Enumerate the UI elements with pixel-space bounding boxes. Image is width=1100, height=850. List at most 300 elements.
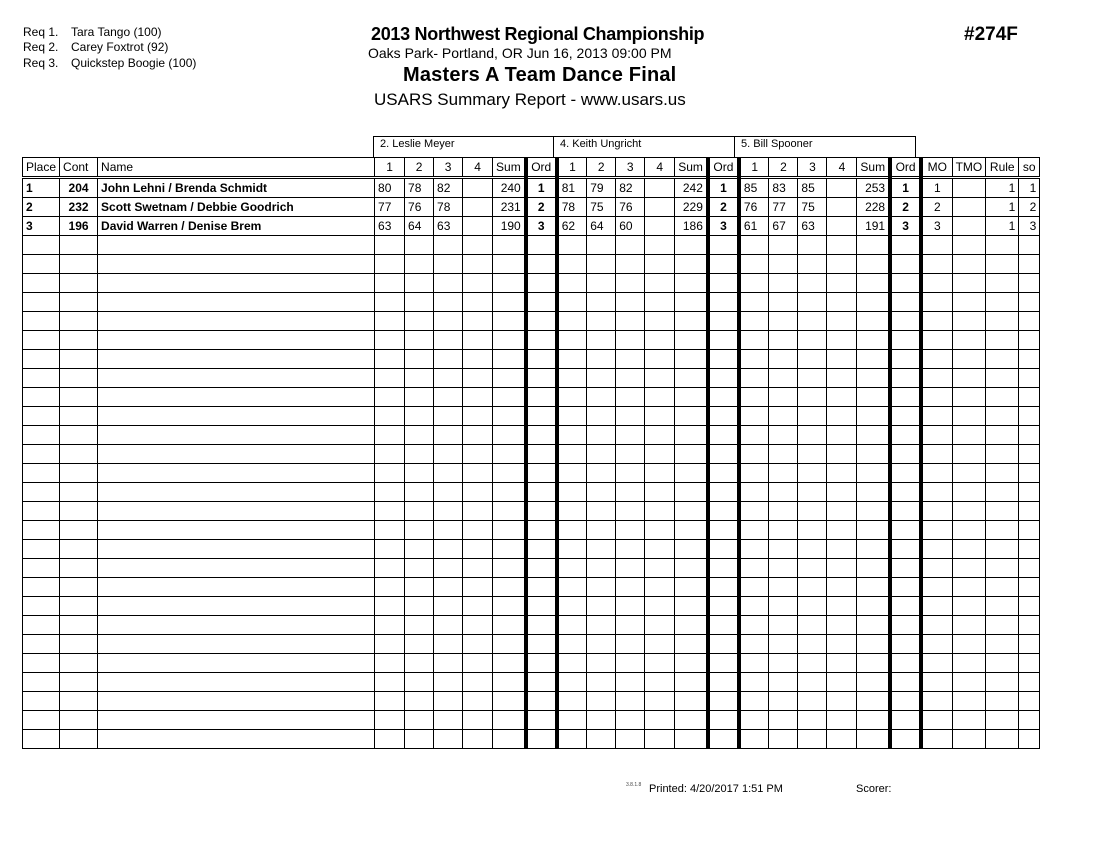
empty-table-row: [23, 445, 1040, 464]
empty-cell: [23, 331, 60, 350]
empty-cell: [405, 312, 434, 331]
empty-cell: [739, 578, 769, 597]
judge3-score-2-cell: 77: [769, 198, 798, 217]
empty-cell: [493, 711, 526, 730]
empty-cell: [23, 369, 60, 388]
empty-cell: [921, 654, 952, 673]
empty-cell: [675, 312, 708, 331]
judge2-score-4-cell: [645, 217, 675, 236]
empty-cell: [375, 521, 405, 540]
empty-table-row: [23, 502, 1040, 521]
empty-cell: [23, 673, 60, 692]
empty-cell: [921, 331, 952, 350]
empty-cell: [23, 692, 60, 711]
empty-cell: [493, 293, 526, 312]
empty-cell: [493, 255, 526, 274]
empty-cell: [60, 350, 98, 369]
empty-cell: [587, 350, 616, 369]
empty-cell: [769, 464, 798, 483]
empty-cell: [60, 730, 98, 749]
empty-cell: [557, 407, 587, 426]
empty-cell: [827, 483, 857, 502]
empty-cell: [434, 445, 463, 464]
empty-cell: [616, 540, 645, 559]
requirement-1: [23, 25, 162, 39]
empty-cell: [739, 692, 769, 711]
empty-cell: [493, 540, 526, 559]
empty-cell: [60, 540, 98, 559]
empty-cell: [60, 673, 98, 692]
empty-cell: [708, 711, 739, 730]
empty-cell: [769, 331, 798, 350]
empty-cell: [526, 673, 557, 692]
empty-cell: [798, 388, 827, 407]
empty-cell: [708, 445, 739, 464]
empty-cell: [493, 445, 526, 464]
empty-cell: [798, 540, 827, 559]
empty-cell: [587, 293, 616, 312]
empty-cell: [587, 388, 616, 407]
judge2-ord-cell: 3: [708, 217, 739, 236]
empty-cell: [1019, 711, 1040, 730]
empty-cell: [890, 559, 921, 578]
empty-cell: [98, 445, 375, 464]
empty-cell: [23, 255, 60, 274]
empty-cell: [493, 236, 526, 255]
header-j3-1: 1: [739, 158, 769, 178]
empty-table-row: [23, 274, 1040, 293]
empty-cell: [493, 331, 526, 350]
empty-cell: [798, 331, 827, 350]
header-j3-ord: Ord: [890, 158, 921, 178]
judge2-sum-cell: 242: [675, 178, 708, 198]
empty-cell: [60, 407, 98, 426]
empty-cell: [708, 673, 739, 692]
empty-cell: [1019, 540, 1040, 559]
empty-cell: [587, 369, 616, 388]
empty-cell: [827, 578, 857, 597]
empty-cell: [463, 407, 493, 426]
empty-cell: [557, 236, 587, 255]
judge2-score-4-cell: [645, 178, 675, 198]
empty-cell: [434, 502, 463, 521]
empty-cell: [827, 426, 857, 445]
empty-cell: [405, 502, 434, 521]
rule-cell: 1: [986, 178, 1019, 198]
empty-cell: [616, 464, 645, 483]
empty-cell: [952, 426, 986, 445]
judge-header-1: 2. Leslie Meyer: [373, 136, 554, 157]
empty-cell: [857, 597, 890, 616]
empty-cell: [952, 369, 986, 388]
empty-cell: [675, 483, 708, 502]
empty-cell: [890, 483, 921, 502]
empty-cell: [405, 692, 434, 711]
empty-cell: [890, 540, 921, 559]
empty-cell: [616, 236, 645, 255]
empty-cell: [98, 502, 375, 521]
empty-cell: [23, 559, 60, 578]
empty-cell: [616, 559, 645, 578]
empty-cell: [405, 388, 434, 407]
empty-cell: [675, 673, 708, 692]
empty-cell: [493, 388, 526, 407]
judge1-sum-cell: 231: [493, 198, 526, 217]
empty-cell: [557, 711, 587, 730]
empty-cell: [587, 464, 616, 483]
empty-cell: [98, 730, 375, 749]
empty-cell: [434, 654, 463, 673]
judge1-ord-cell: 2: [526, 198, 557, 217]
empty-cell: [1019, 293, 1040, 312]
empty-table-row: [23, 711, 1040, 730]
empty-cell: [675, 236, 708, 255]
requirement-label: Quickstep Boogie (100): [71, 56, 197, 70]
judge2-score-1-cell: 62: [557, 217, 587, 236]
empty-cell: [857, 483, 890, 502]
judge2-score-2-cell: 64: [587, 217, 616, 236]
empty-cell: [616, 654, 645, 673]
empty-cell: [708, 502, 739, 521]
judge3-score-4-cell: [827, 198, 857, 217]
empty-cell: [986, 692, 1019, 711]
empty-cell: [675, 730, 708, 749]
empty-cell: [890, 350, 921, 369]
empty-table-row: [23, 559, 1040, 578]
empty-cell: [23, 426, 60, 445]
empty-cell: [890, 274, 921, 293]
judge2-score-3-cell: 82: [616, 178, 645, 198]
empty-cell: [708, 635, 739, 654]
empty-cell: [557, 293, 587, 312]
empty-table-row: [23, 654, 1040, 673]
empty-cell: [769, 445, 798, 464]
judge3-ord-cell: 1: [890, 178, 921, 198]
empty-cell: [526, 502, 557, 521]
empty-cell: [23, 635, 60, 654]
empty-cell: [375, 426, 405, 445]
header-j1-2: 2: [405, 158, 434, 178]
empty-cell: [986, 730, 1019, 749]
empty-cell: [463, 711, 493, 730]
empty-cell: [708, 483, 739, 502]
empty-cell: [769, 559, 798, 578]
empty-cell: [739, 654, 769, 673]
empty-cell: [645, 331, 675, 350]
empty-cell: [434, 369, 463, 388]
judge1-sum-cell: 240: [493, 178, 526, 198]
empty-cell: [98, 559, 375, 578]
empty-cell: [708, 540, 739, 559]
empty-cell: [587, 483, 616, 502]
empty-cell: [798, 255, 827, 274]
judge1-score-2-cell: 64: [405, 217, 434, 236]
empty-cell: [798, 730, 827, 749]
empty-cell: [769, 426, 798, 445]
empty-cell: [434, 293, 463, 312]
requirement-number: Req 1.: [23, 25, 59, 39]
empty-cell: [675, 578, 708, 597]
empty-cell: [375, 673, 405, 692]
empty-cell: [526, 597, 557, 616]
empty-cell: [616, 388, 645, 407]
empty-cell: [405, 711, 434, 730]
empty-cell: [645, 711, 675, 730]
empty-cell: [769, 350, 798, 369]
empty-cell: [739, 711, 769, 730]
empty-cell: [827, 730, 857, 749]
empty-cell: [739, 407, 769, 426]
empty-cell: [952, 502, 986, 521]
empty-cell: [557, 350, 587, 369]
empty-cell: [375, 445, 405, 464]
empty-cell: [986, 502, 1019, 521]
empty-cell: [493, 597, 526, 616]
empty-cell: [405, 483, 434, 502]
empty-cell: [616, 730, 645, 749]
empty-cell: [463, 255, 493, 274]
empty-cell: [675, 521, 708, 540]
empty-cell: [645, 521, 675, 540]
empty-cell: [890, 597, 921, 616]
empty-cell: [857, 445, 890, 464]
header-j3-4: 4: [827, 158, 857, 178]
empty-cell: [798, 711, 827, 730]
empty-cell: [60, 445, 98, 464]
empty-cell: [857, 388, 890, 407]
empty-cell: [98, 388, 375, 407]
score-table: [22, 157, 1040, 749]
empty-cell: [616, 274, 645, 293]
empty-cell: [708, 350, 739, 369]
report-subtitle: USARS Summary Report - www.usars.us: [374, 90, 686, 109]
empty-cell: [557, 369, 587, 388]
empty-table-row: [23, 692, 1040, 711]
empty-cell: [857, 673, 890, 692]
judge3-score-3-cell: 75: [798, 198, 827, 217]
empty-cell: [769, 692, 798, 711]
empty-cell: [890, 502, 921, 521]
empty-cell: [769, 597, 798, 616]
empty-cell: [557, 635, 587, 654]
empty-cell: [405, 331, 434, 350]
empty-cell: [463, 502, 493, 521]
empty-cell: [798, 293, 827, 312]
empty-cell: [463, 312, 493, 331]
empty-cell: [857, 654, 890, 673]
empty-cell: [986, 578, 1019, 597]
requirement-label: Carey Foxtrot (92): [71, 40, 169, 54]
empty-cell: [405, 445, 434, 464]
empty-cell: [986, 407, 1019, 426]
empty-cell: [675, 388, 708, 407]
empty-cell: [708, 407, 739, 426]
empty-table-row: [23, 312, 1040, 331]
empty-cell: [645, 388, 675, 407]
empty-cell: [769, 293, 798, 312]
empty-cell: [526, 369, 557, 388]
empty-table-row: [23, 464, 1040, 483]
empty-cell: [952, 673, 986, 692]
empty-cell: [952, 483, 986, 502]
empty-cell: [526, 255, 557, 274]
empty-cell: [1019, 578, 1040, 597]
cont-cell: 196: [60, 217, 98, 236]
empty-cell: [60, 502, 98, 521]
header-j2-sum: Sum: [675, 158, 708, 178]
empty-cell: [1019, 502, 1040, 521]
empty-cell: [587, 255, 616, 274]
header-j2-ord: Ord: [708, 158, 739, 178]
empty-cell: [739, 597, 769, 616]
empty-cell: [526, 312, 557, 331]
judge3-ord-cell: 3: [890, 217, 921, 236]
table-row: [23, 178, 1040, 198]
empty-cell: [98, 426, 375, 445]
judge3-sum-cell: 253: [857, 178, 890, 198]
empty-cell: [769, 255, 798, 274]
empty-cell: [798, 445, 827, 464]
empty-cell: [798, 654, 827, 673]
empty-table-row: [23, 369, 1040, 388]
empty-cell: [675, 350, 708, 369]
empty-cell: [557, 521, 587, 540]
empty-cell: [986, 445, 1019, 464]
empty-cell: [769, 673, 798, 692]
empty-cell: [526, 350, 557, 369]
empty-cell: [405, 293, 434, 312]
empty-cell: [375, 540, 405, 559]
mo-cell: 3: [921, 217, 952, 236]
empty-cell: [375, 236, 405, 255]
empty-cell: [769, 540, 798, 559]
empty-table-row: [23, 388, 1040, 407]
empty-cell: [375, 331, 405, 350]
empty-cell: [1019, 654, 1040, 673]
empty-cell: [587, 521, 616, 540]
empty-cell: [645, 369, 675, 388]
empty-cell: [798, 350, 827, 369]
empty-cell: [769, 578, 798, 597]
empty-cell: [675, 369, 708, 388]
empty-cell: [557, 692, 587, 711]
empty-cell: [798, 597, 827, 616]
empty-table-row: [23, 597, 1040, 616]
empty-cell: [986, 616, 1019, 635]
empty-cell: [375, 578, 405, 597]
empty-cell: [60, 369, 98, 388]
empty-cell: [708, 616, 739, 635]
empty-cell: [645, 293, 675, 312]
empty-cell: [587, 597, 616, 616]
empty-cell: [986, 654, 1019, 673]
empty-cell: [1019, 730, 1040, 749]
empty-cell: [890, 578, 921, 597]
mo-cell: 2: [921, 198, 952, 217]
empty-cell: [98, 578, 375, 597]
empty-cell: [798, 578, 827, 597]
judge1-score-2-cell: 76: [405, 198, 434, 217]
empty-cell: [557, 540, 587, 559]
empty-cell: [526, 616, 557, 635]
header-place: Place: [23, 158, 60, 178]
empty-cell: [952, 730, 986, 749]
empty-cell: [890, 445, 921, 464]
empty-cell: [739, 483, 769, 502]
empty-cell: [493, 692, 526, 711]
empty-cell: [769, 312, 798, 331]
header-j1-sum: Sum: [493, 158, 526, 178]
empty-cell: [60, 426, 98, 445]
empty-cell: [952, 711, 986, 730]
empty-cell: [739, 331, 769, 350]
empty-cell: [60, 578, 98, 597]
empty-cell: [645, 654, 675, 673]
empty-cell: [60, 312, 98, 331]
empty-cell: [986, 483, 1019, 502]
empty-cell: [375, 464, 405, 483]
empty-cell: [921, 730, 952, 749]
empty-cell: [769, 407, 798, 426]
empty-cell: [616, 711, 645, 730]
empty-cell: [986, 711, 1019, 730]
empty-cell: [616, 578, 645, 597]
empty-cell: [434, 730, 463, 749]
empty-cell: [798, 369, 827, 388]
empty-cell: [739, 236, 769, 255]
empty-cell: [60, 692, 98, 711]
judge2-score-4-cell: [645, 198, 675, 217]
empty-cell: [463, 369, 493, 388]
empty-cell: [675, 711, 708, 730]
header-so: so: [1019, 158, 1040, 178]
empty-cell: [526, 236, 557, 255]
empty-table-row: [23, 540, 1040, 559]
empty-cell: [493, 559, 526, 578]
empty-cell: [463, 388, 493, 407]
place-cell: 3: [23, 217, 60, 236]
empty-cell: [526, 274, 557, 293]
tmo-cell: [952, 217, 986, 236]
empty-cell: [798, 559, 827, 578]
empty-cell: [375, 730, 405, 749]
empty-cell: [827, 293, 857, 312]
empty-cell: [463, 331, 493, 350]
empty-cell: [675, 692, 708, 711]
empty-cell: [952, 654, 986, 673]
empty-cell: [890, 426, 921, 445]
empty-cell: [798, 521, 827, 540]
cont-cell: 232: [60, 198, 98, 217]
judge1-score-4-cell: [463, 178, 493, 198]
empty-cell: [405, 616, 434, 635]
empty-cell: [708, 464, 739, 483]
empty-cell: [827, 502, 857, 521]
empty-cell: [587, 426, 616, 445]
empty-cell: [798, 635, 827, 654]
empty-cell: [645, 255, 675, 274]
empty-cell: [23, 407, 60, 426]
judge2-sum-cell: 186: [675, 217, 708, 236]
judge3-score-3-cell: 85: [798, 178, 827, 198]
empty-cell: [645, 464, 675, 483]
empty-cell: [557, 464, 587, 483]
version-label: 3.8.1.8: [626, 782, 642, 788]
empty-cell: [986, 521, 1019, 540]
empty-cell: [827, 407, 857, 426]
empty-cell: [827, 369, 857, 388]
empty-cell: [405, 559, 434, 578]
